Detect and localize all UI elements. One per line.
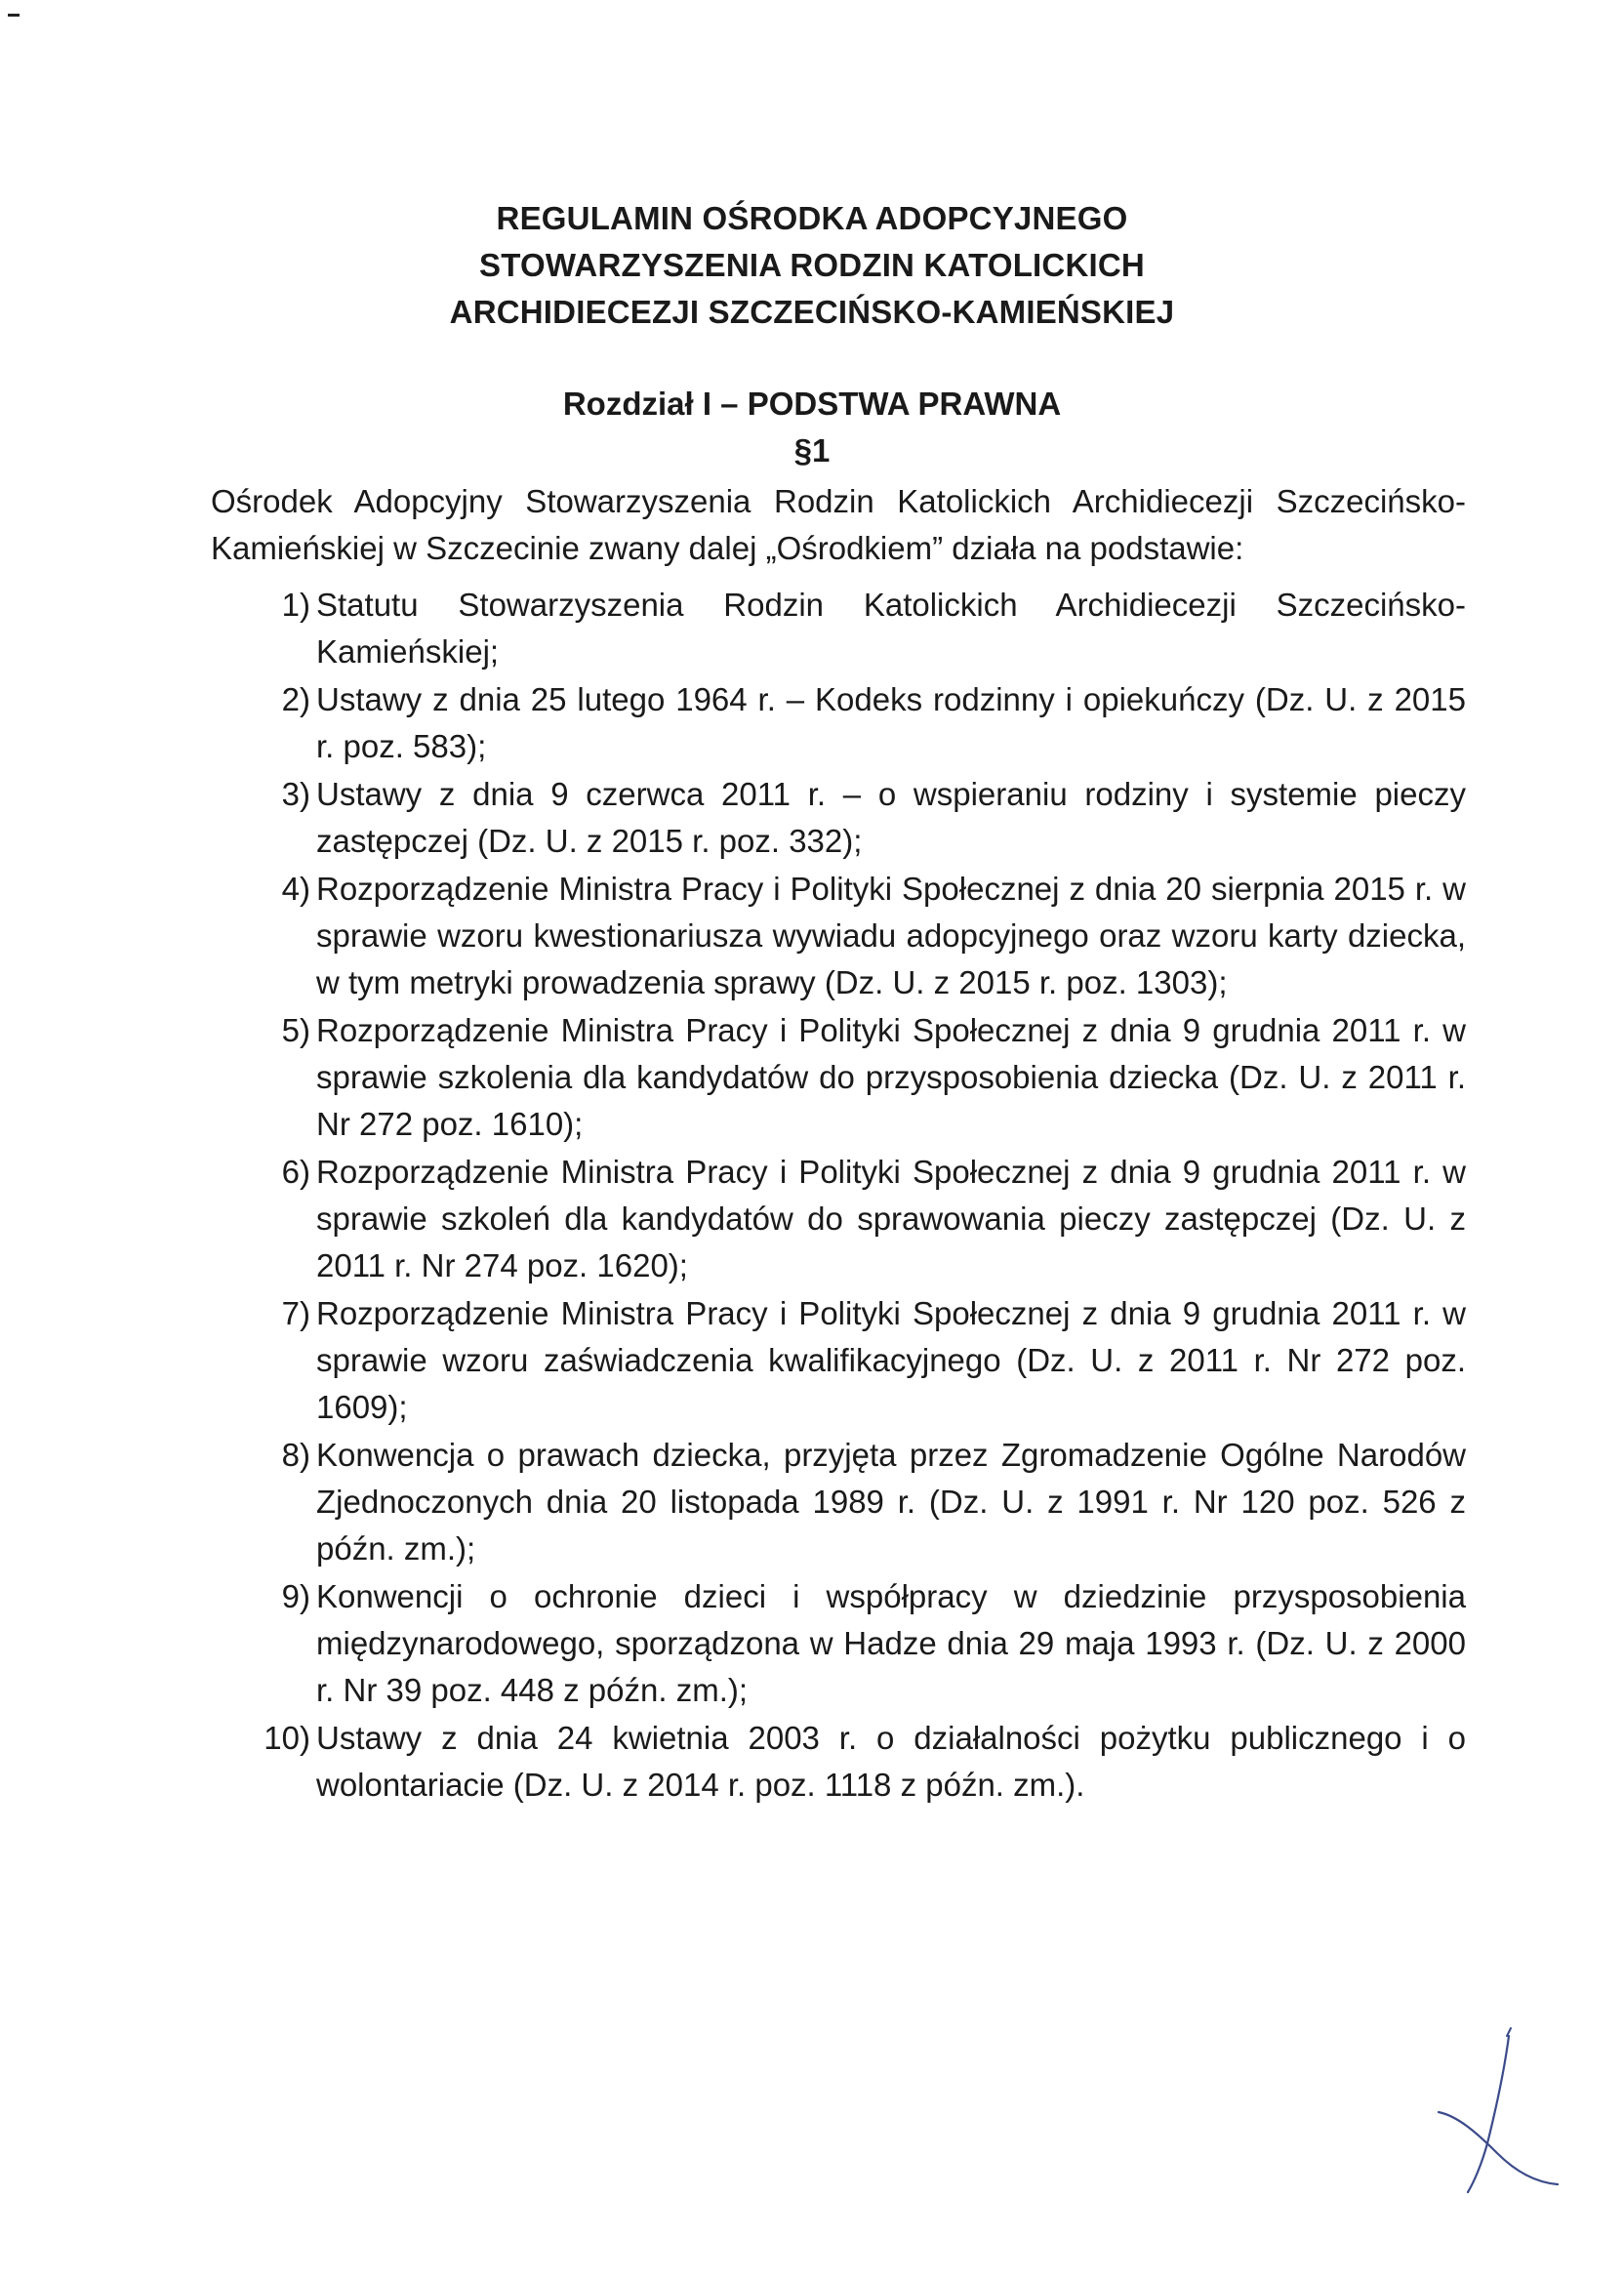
list-item bbox=[211, 1432, 1466, 1572]
list-item-number: 8) bbox=[281, 1437, 310, 1473]
list-item-text: Rozporządzenie Ministra Pracy i Polityki Społecznej z dnia 9 grudnia 2011 r. w sprawie szkolenia dla kandydatów do przysposobienia dziecka (Dz. U. z 2011 r. Nr 272 poz. 1610); bbox=[316, 1012, 1466, 1142]
header-line-1: REGULAMIN OŚRODKA ADOPCYJNEGO bbox=[496, 200, 1128, 236]
list-item-number: 5) bbox=[281, 1012, 310, 1048]
list-item-text: Rozporządzenie Ministra Pracy i Polityki Społecznej z dnia 9 grudnia 2011 r. w sprawie szkoleń dla kandydatów do sprawowania pieczy zastępczej (Dz. U. z 2011 r. Nr 274 poz. 1620); bbox=[316, 1154, 1466, 1283]
list-item-text: Statutu Stowarzyszenia Rodzin Katolickich Archidiecezji Szczecińsko-Kamieńskiej; bbox=[316, 587, 1466, 670]
document-body bbox=[211, 478, 1466, 1810]
legal-basis-list bbox=[211, 582, 1466, 1809]
intro-paragraph: Ośrodek Adopcyjny Stowarzyszenia Rodzin Katolickich Archidiecezji Szczecińsko-Kamieńskiej w Szczecinie zwany dalej „Ośrodkiem” działa na podstawie: bbox=[211, 483, 1466, 566]
list-item bbox=[211, 866, 1466, 1006]
list-item-number: 6) bbox=[281, 1154, 310, 1190]
list-item-number: 3) bbox=[281, 776, 310, 812]
list-item bbox=[211, 1573, 1466, 1714]
list-item bbox=[211, 1007, 1466, 1148]
section-number: §1 bbox=[793, 432, 831, 468]
list-item-text: Konwencji o ochronie dzieci i współpracy w dziedzinie przysposobienia międzynarodowego, sporządzona w Hadze dnia 29 maja 1993 r. (Dz. U. z 2000 r. Nr 39 poz. 448 z późn. zm.); bbox=[316, 1578, 1466, 1708]
list-item-text: Rozporządzenie Ministra Pracy i Polityki Społecznej z dnia 9 grudnia 2011 r. w sprawie wzoru zaświadczenia kwalifikacyjnego (Dz. U. z 2011 r. Nr 272 poz. 1609); bbox=[316, 1295, 1466, 1425]
handwritten-initial-mark bbox=[1429, 2026, 1565, 2202]
list-item bbox=[211, 1149, 1466, 1289]
list-item bbox=[211, 676, 1466, 770]
list-item-number: 4) bbox=[281, 871, 310, 907]
chapter-title: Rozdział I – PODSTWA PRAWNA bbox=[562, 386, 1062, 422]
list-item-number: 10) bbox=[264, 1720, 310, 1756]
list-item bbox=[211, 582, 1466, 675]
list-item-number: 2) bbox=[281, 681, 310, 717]
list-item-text: Ustawy z dnia 24 kwietnia 2003 r. o działalności pożytku publicznego i o wolontariacie (Dz. U. z 2014 r. poz. 1118 z późn. zm.). bbox=[316, 1720, 1466, 1803]
list-item-text: Rozporządzenie Ministra Pracy i Polityki Społecznej z dnia 20 sierpnia 2015 r. w sprawie wzoru kwestionariusza wywiadu adopcyjnego oraz wzoru karty dziecka, w tym metryki prowadzenia sprawy (Dz. U. z 2015 r. poz. 1303); bbox=[316, 871, 1466, 1000]
list-item-number: 7) bbox=[281, 1295, 310, 1331]
list-item-text: Konwencja o prawach dziecka, przyjęta przez Zgromadzenie Ogólne Narodów Zjednoczonych dnia 20 listopada 1989 r. (Dz. U. z 1991 r. Nr 120 poz. 526 z późn. zm.); bbox=[316, 1437, 1466, 1567]
list-item bbox=[211, 1290, 1466, 1431]
list-item bbox=[211, 1715, 1466, 1809]
list-item-number: 9) bbox=[281, 1578, 310, 1614]
list-item-number: 1) bbox=[281, 587, 310, 623]
document-header bbox=[0, 195, 1624, 336]
list-item-text: Ustawy z dnia 25 lutego 1964 r. – Kodeks rodzinny i opiekuńczy (Dz. U. z 2015 r. poz. 583); bbox=[316, 681, 1466, 764]
header-line-3: ARCHIDIECEZJI SZCZECIŃSKO-KAMIEŃSKIEJ bbox=[449, 294, 1175, 330]
scan-mark bbox=[8, 14, 20, 17]
header-line-2: STOWARZYSZENIA RODZIN KATOLICKICH bbox=[479, 247, 1145, 283]
list-item bbox=[211, 771, 1466, 865]
list-item-text: Ustawy z dnia 9 czerwca 2011 r. – o wspieraniu rodziny i systemie pieczy zastępczej (Dz. U. z 2015 r. poz. 332); bbox=[316, 776, 1466, 859]
